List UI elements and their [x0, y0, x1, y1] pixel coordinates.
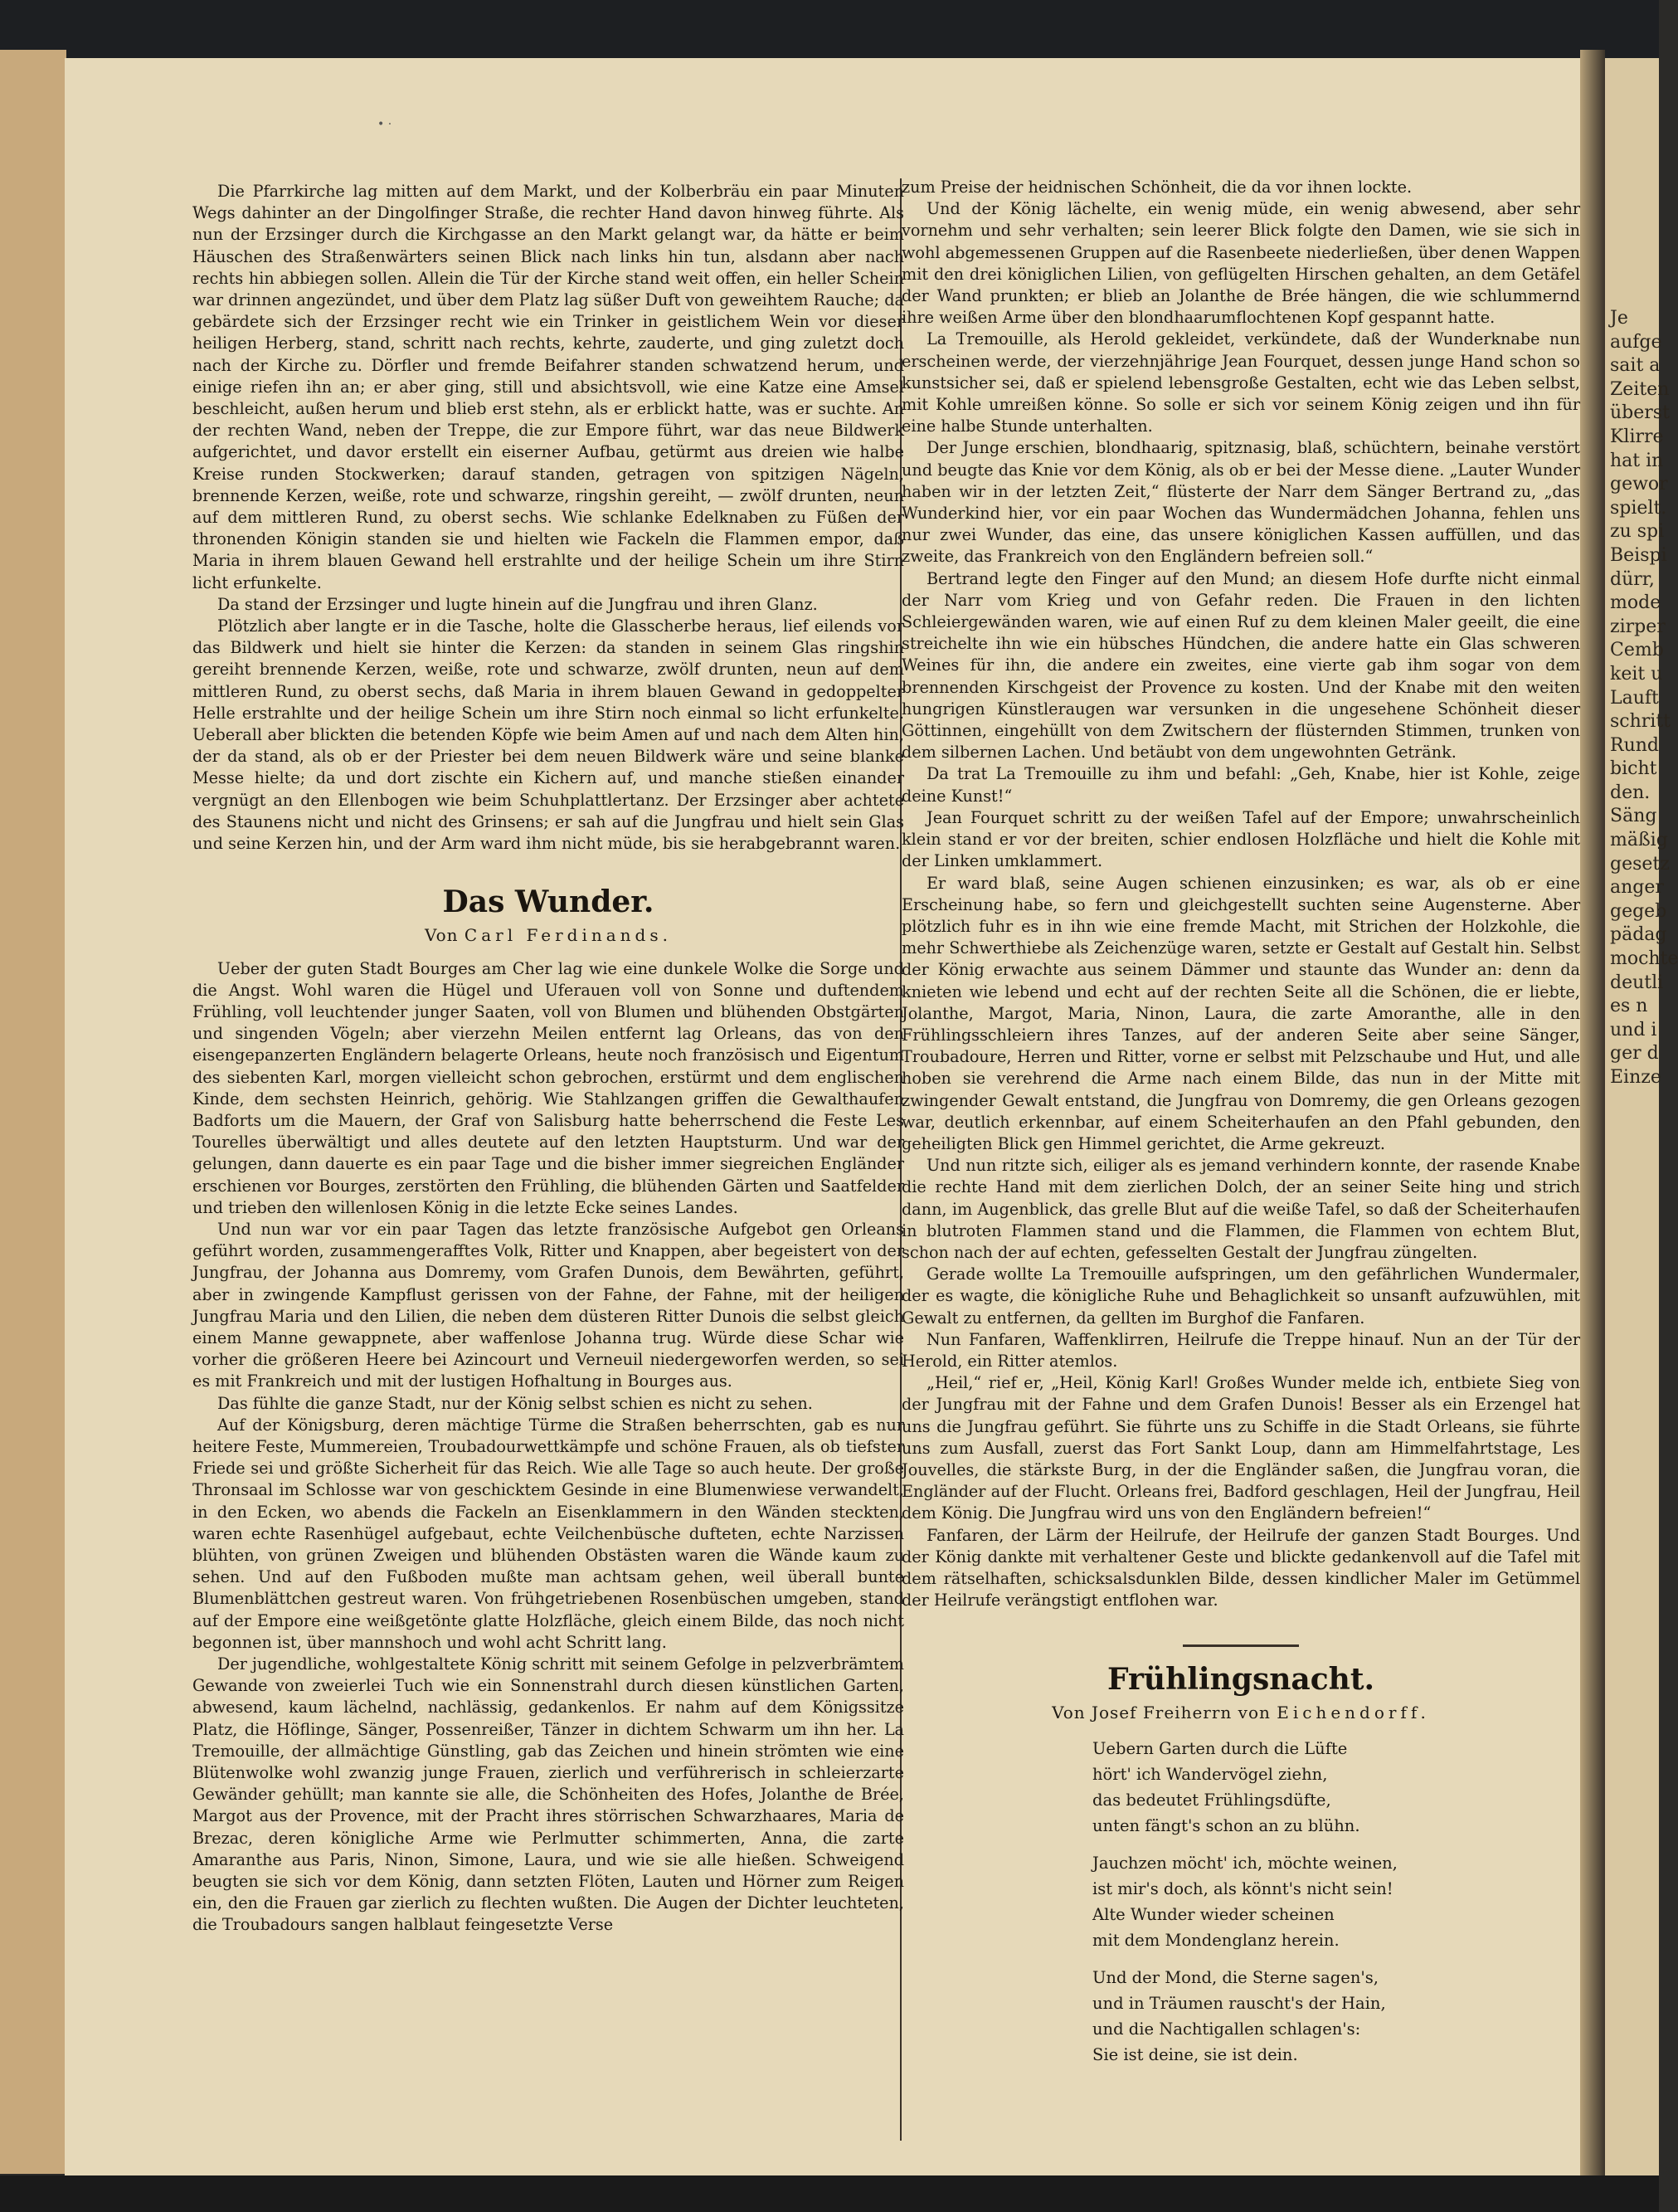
- book-gutter: [1580, 50, 1605, 2182]
- story-paragraph: Auf der Königsburg, deren mächtige Türme die Straßen beherrschten, gab es nur heitere Feste, Mummereien, Troubadourwettkämpfe und schöne Frauen, als ob tiefster Friede sei und größte Sicherheit für das Reich. Wie alle Tage so auch heute. Der große Thronsaal im Schlosse war von geschicktem Gesinde in eine Blumenwiese verwandelt, in den Ecken, wo abends die Fackeln an Eisenklammern in den Wänden steckten, waren echte Rasenhügel aufgebaut, echte Veilchenbüsche dufteten, echte Narzissen blühten, von grünen Zweigen und blühenden Obstästen waren die Wände kaum zu sehen. Und auf den Fußboden mußte man achtsam gehen, weil überall bunte Blumenblättchen gestreut waren. Von frühgetriebenen Rosenbüschen umgeben, stand auf der Empore eine weißgetönte glatte Holzfläche, gleich einem Bilde, das noch nicht begonnen ist, über mannshoch und wohl acht Schritt lang.: [192, 1415, 904, 1652]
- poem-line: das bedeutet Frühlingsdüfte,: [1092, 1790, 1331, 1810]
- story-paragraph: Der jugendliche, wohlgestaltete König schritt mit seinem Gefolge in pelzverbrämtem Gewande von zweierlei Tuch wie ein Sonnenstrahl durch diesen künstlichen Garten, abwesend, kaum lächelnd, nachlässig, gedankenlos. Er nahm auf dem Königssitze Platz, die Höflinge, Sänger, Possenreißer, Tänzer in dichtem Schwarm um ihn her. La Tremouille, der allmächtige Günstling, gab das Zeichen und hinein strömten wie eine Blütenwolke wohl zwanzig junge Frauen, zierlich und verführerisch in schleierzarte Gewänder gehüllt; man kannte sie alle, die Schönheiten des Hofes, Jolanthe de Brée, Margot aus der Provence, mit der Pracht ihres störrischen Schwarzhaares, Maria de Brezac, deren königliche Arme wie Perlmutter schimmerten, Anna, die zarte Amaranthe aus Paris, Ninon, Simone, Laura, und wie sie alle hießen. Schweigend beugten sie sich vor dem König, dann setzten Flöten, Lauten und Hörner zum Reigen ein, den die Frauen gar zierlich zu flechten wußten. Die Augen der Dichter leuchteten, die Troubadours sangen halblaut feingesetzte Verse: [192, 1654, 904, 1935]
- poem-line: und die Nachtigallen schlagen's:: [1092, 2019, 1361, 2039]
- poem-author-prefix: Von Josef Freiherrn von: [1052, 1703, 1271, 1723]
- right-column: [902, 177, 1580, 2079]
- story-paragraph: Bertrand legte den Finger auf den Mund; an diesem Hofe durfte nicht einmal der Narr vom Krieg und von Gefahr reden. Die Frauen in den lichten Schleiergewänden waren, wie auf einen Ruf zu dem kleinen Maler geeilt, die eine streichelte ihn wie ein hübsches Hündchen, die andere hatte ein Glas schweren Weines für ihn, die andere ein zweites, eine vierte gab ihm sogar von dem brennenden Kirschgeist der Provence zu kosten. Und der Knabe mit den weiten hungrigen Künstleraugen war versunken in die ungesehene Schönheit dieser Göttinnen, eingehüllt von dem Zwitschern der flüsternden Stimmen, trunken von dem silbernen Lachen. Und betäubt von dem ungewohnten Getränk.: [902, 568, 1580, 763]
- story-paragraph: Und der König lächelte, ein wenig müde, ein wenig abwesend, aber sehr vornehm und sehr verhalten; sein leerer Blick folgte den Damen, wie sie sich in wohl abgemessenen Gruppen auf die Rasenbeete niederließen, über denen Wappen mit den drei königlichen Lilien, von geflügelten Hirschen gehalten, an dem Getäfel der Wand prunkten; er blieb an Jolanthe de Brée hängen, die wie schlummernd ihre weißen Arme über den blondhaarumflochtenen Kopf gespannt hatte.: [902, 199, 1580, 328]
- scanner-top-bar: [0, 0, 1659, 58]
- story-paragraph: Gerade wollte La Tremouille aufspringen, um den gefährlichen Wundermaler, der es wagte, die königliche Ruhe und Behaglichkeit so unsanft aufzuwühlen, mit Gewalt zu entfernen, da gellten im Burghof die Fanfaren.: [902, 1264, 1580, 1328]
- poem-line: Sie ist deine, sie ist dein.: [1092, 2044, 1298, 2064]
- scanner-bottom-bar: [0, 2175, 1659, 2212]
- story-paragraph: Und nun ritzte sich, eiliger als es jemand verhindern konnte, der rasende Knabe die rechte Hand mit dem zierlichen Dolch, der an seiner Seite hing und strich dann, im Augenblick, das grelle Blut auf die weiße Tafel, so daß der Scheiterhaufen in blutroten Flammen stand und die Flammen, die Flammen von echtem Blut, schon nach der auf echten, gefesselten Gestalt der Jungfrau züngelten.: [902, 1156, 1580, 1262]
- story-paragraph: Fanfaren, der Lärm der Heilrufe, der Heilrufe der ganzen Stadt Bourges. Und der König dankte mit verhaltener Geste und blickte gedankenvoll auf die Tafel mit dem rätselhaften, schicksalsdunklen Bilde, dessen kindlicher Maler im Getümmel der Heilrufe verängstigt entflohen war.: [902, 1525, 1580, 1610]
- left-column: [192, 181, 904, 1937]
- story-paragraph: Jean Fourquet schritt zu der weißen Tafel auf der Empore; unwahrscheinlich klein stand er vor der breiten, schier endlosen Holzfläche und hielt die Kohle mit der Linken umklammert.: [902, 807, 1580, 871]
- poem-line: ist mir's doch, als könnt's nicht sein!: [1092, 1878, 1393, 1898]
- poem-line: Alte Wunder wieder scheinen: [1092, 1904, 1335, 1924]
- poem-stanza: [1092, 1736, 1580, 1839]
- story-author-name: Carl Ferdinands.: [464, 925, 672, 946]
- story-paragraph: Ueber der guten Stadt Bourges am Cher lag wie eine dunkele Wolke die Sorge und die Angst. Wohl waren die Hügel und Uferauen voll von Sonne und duftendem Frühling, voll leuchtender junger Saaten, voll von Blumen und blühenden Obstgärten und singenden Vögeln; aber vierzehn Meilen entfernt lag Orleans, das von den eisengepanzerten Engländern belagerte Orleans, heute noch französisch und Eigentum des siebenten Karl, morgen vielleicht schon gebrochen, erstürmt und dem englischen Kinde, dem sechsten Heinrich, gehörig. Wie Stahlzangen griffen die Gewalthaufen Badforts um die Mauern, der Graf von Salisburg hatte beherrschend die Feste Les Tourelles überwältigt und alles deutete auf den letzten Hauptsturm. Und war der gelungen, dann dauerte es ein paar Tage und die bisher immer siegreichen Engländer erschienen vor Bourges, zerstörten den Frühling, die blühenden Gärten und Saatfelder und trieben den willenlosen König in die letzte Ecke seines Landes.: [192, 958, 904, 1217]
- page-mark: • ·: [377, 118, 392, 131]
- book-left-edge: [0, 50, 66, 2174]
- story-paragraph: Der Junge erschien, blondhaarig, spitznasig, blaß, schüchtern, beinahe verstört und beugte das Knie vor dem König, als ob er bei der Messe diene. „Lauter Wunder haben wir in der letzten Zeit,“ flüsterte der Narr dem Sänger Bertrand zu, „das Wunderkind hier, vor ein paar Wochen das Wundermädchen Johanna, fehlen uns nur zwei Wunder, das eine, das unsere königlichen Kassen auffüllen, und das zweite, das Frankreich von den Engländern befreien soll.“: [902, 438, 1580, 567]
- intro-paragraph: Da stand der Erzsinger und lugte hinein auf die Jungfrau und ihren Glanz.: [217, 594, 818, 614]
- story-paragraph: Und nun war vor ein paar Tagen das letzte französische Aufgebot gen Orleans geführt worden, zusammengerafftes Volk, Ritter und Knappen, aber begeistert von der Jungfrau, der Johanna aus Domremy, vom Grafen Dunois, dem Bewährten, geführt, aber in zwingende Kampflust gerissen von der Fahne, der Fahne, mit der heiligen Jungfrau Maria und den Lilien, die neben dem düsteren Ritter Dunois die selbst gleich einem Manne gewappnete, aber waffenlose Johanna trug. Würde diese Schar wie vorher die größeren Heere bei Azincourt und Verneuil niedergeworfen werden, so sei es mit Frankreich und mit der lustigen Hofhaltung in Bourges aus.: [192, 1219, 904, 1391]
- poem-line: und in Träumen rauscht's der Hain,: [1092, 1993, 1386, 2013]
- poem-byline: [902, 1702, 1580, 1723]
- poem-line: Und der Mond, die Sterne sagen's,: [1092, 1967, 1379, 1987]
- poem-title: Frühlingsnacht.: [1107, 1662, 1374, 1698]
- story-paragraph: Er ward blaß, seine Augen schienen einzusinken; es war, als ob er eine Erscheinung habe, so fern und gleichgestellt suchten seine Augensterne. Aber plötzlich fuhr es in ihn wie eine fremde Macht, mit Strichen der Holzkohle, die mehr Schwerthiebe als Zeichenzüge waren, setzte er Gestalt auf Gestalt hin. Selbst der König erwachte aus seinem Dämmer und staunte das Wunder an: denn da knieten wie lebend und echt auf der rechten Seite all die Schönen, die er liebte, Jolanthe, Margot, Maria, Ninon, Laura, die zarte Amoranthe, alle in den Frühlingsschleiern ihres Tanzes, auf der anderen Seite aber seine Sänger, Troubadoure, Herren und Ritter, vorne er selbst mit Pelzschaube und Hut, und alle hoben sie verehrend die Arme nach einem Bilde, das nun in der Mitte mit zwingender Gewalt entstand, die Jungfrau von Domremy, die gen Orleans gezogen war, deutlich erkennbar, auf einem Scheiterhaufen an den Pfahl gebunden, den geheiligten Blick gen Himmel gerichtet, die Arme gekreuzt.: [902, 873, 1580, 1153]
- poem-line: mit dem Mondenglanz herein.: [1092, 1930, 1340, 1950]
- story-author-prefix: Von: [425, 925, 459, 946]
- poem-author-name: Eichendorff.: [1277, 1703, 1430, 1723]
- next-page-edge: [1605, 58, 1678, 2178]
- poem: [1092, 1736, 1580, 2068]
- poem-stanza: [1092, 1850, 1580, 1953]
- poem-stanza: [1092, 1965, 1580, 2068]
- story-paragraph: „Heil,“ rief er, „Heil, König Karl! Großes Wunder melde ich, entbiete Sieg von der Jungfrau mit der Fahne und dem Grafen Dunois! Besser als ein Erzengel hat uns die Jungfrau geführt. Sie führte uns zu Schiffe in die Stadt Orleans, sie führte uns zum Ausfall, zuerst das Fort Sankt Loup, dann am Himmelfahrtstage, Les Jouvelles, die stärkste Burg, in der die Engländer saßen, die Jungfrau voran, die Engländer auf der Flucht. Orleans frei, Badford geschlagen, Heil der Jungfrau, Heil dem König. Die Jungfrau wird uns von den Engländern befreien!“: [902, 1373, 1580, 1523]
- section-divider: [1183, 1644, 1299, 1647]
- intro-paragraph: Plötzlich aber langte er in die Tasche, holte die Glasscherbe heraus, lief eilends vor das Bildwerk und hielt sie hinter die Kerzen: da standen in seinem Glas ringshin gereiht brennende Kerzen, weiße, rote und schwarze, zwölf drunten, neun auf dem mittleren Rund, zu oberst sechs, daß Maria in ihrem blauen Gewand in gedoppelter Helle erstrahlte und der heilige Schein um ihre Stirn noch einmal so licht erfunkelte. Ueberall aber blickten die betenden Köpfe wie beim Amen auf und nach dem Alten hin, der da stand, als ob er der Priester bei dem neuen Bildwerk wäre und seine blanke Messe hielte; da und dort zischte ein Kichern auf, und manche stießen einander vergnügt an den Ellenbogen wie beim Schuhplattlertanz. Der Erzsinger aber achtete des Staunens nicht und nicht des Grinsens; er sah auf die Jungfrau und hielt sein Glas und seine Kerzen hin, und der Arm ward ihm nicht müde, bis sie herabgebrannt waren.: [192, 616, 904, 854]
- story-paragraph: Das fühlte die ganze Stadt, nur der König selbst schien es nicht zu sehen.: [217, 1393, 813, 1413]
- story-byline: [192, 924, 904, 946]
- story-paragraph: Nun Fanfaren, Waffenklirren, Heilrufe die Treppe hinauf. Nun an der Tür der Herold, ein Ritter atemlos.: [902, 1329, 1580, 1371]
- intro-paragraph: Die Pfarrkirche lag mitten auf dem Markt, und der Kolberbräu ein paar Minuten Wegs dahinter an der Dingolfinger Straße, die rechter Hand davon hinweg führte. Als nun der Erzsinger durch die Kirchgasse an den Markt gelangt war, da hätte er beim Häuschen des Straßenwärters seinen Blick nach links hin tun, alsdann aber nach rechts hin abbiegen sollen. Allein die Tür der Kirche stand weit offen, ein heller Schein war drinnen angezündet, und über dem Platz lag süßer Duft von geweihtem Rauche; da gebärdete sich der Erzsinger recht wie ein Trinker in geistlichem Wein vor dieser heiligen Herberg, stand, schritt nach rechts, kehrte, zauderte, und ging zuletzt doch nach der Kirche zu. Dörfler und fremde Beifahrer standen schwatzend herum, und einige riefen ihn an; er aber ging, still und absichtsvoll, wie eine Katze eine Amsel beschleicht, außen herum und blieb erst stehn, als er erblickt hatte, was er suchte. An der rechten Wand, neben der Treppe, die zur Empore führt, war das neue Bildwerk aufgerichtet, und davor erstellt ein eiserner Aufbau, getürmt aus dreien wie halbe Kreise runden Stockwerken; darauf standen, getragen von spitzigen Nägeln, brennende Kerzen, weiße, rote und schwarze, ringshin gereiht, — zwölf drunten, neun auf dem mittleren Rund, zu oberst sechs. Wie schlanke Edelknaben zu Füßen der thronenden Königin standen sie und hielten wie Fackeln die Flammen empor, daß Maria in ihrem blauen Gewand hell erstrahlte und der heilige Schein um ihre Stirn licht erfunkelte.: [192, 182, 904, 592]
- next-page-fragment: Je aufge sait a Zeiten überst Klirre hat in gewor spielt. zu spi Beispi dürr, mode zirper Cemb keit u Lauft schritt Rund bicht den. Säng mäßig gesetz anger gegeb pädag mochte deutli es n und i ger d Einze: [1610, 308, 1678, 1088]
- poem-line: unten fängt's schon an zu blühn.: [1092, 1815, 1360, 1835]
- poem-line: hört' ich Wandervögel ziehn,: [1092, 1764, 1328, 1784]
- poem-line: Jauchzen möcht' ich, möchte weinen,: [1092, 1853, 1398, 1873]
- story-paragraph: Da trat La Tremouille zu ihm und befahl: „Geh, Knabe, hier ist Kohle, zeige deine Kunst!“: [902, 764, 1580, 806]
- story-continuation: zum Preise der heidnischen Schönheit, die da vor ihnen lockte.: [902, 178, 1413, 197]
- story-paragraph: La Tremouille, als Herold gekleidet, verkündete, daß der Wunderknabe nun erscheinen werde, der vierzehnjährige Jean Fourquet, dessen junge Hand schon so kunstsicher sei, daß er spielend lebensgroße Gestalten, echt wie das Leben selbst, mit Kohle umreißen könne. So solle er sich vor seinem König zeigen und ihn für eine halbe Stunde unterhalten.: [902, 329, 1580, 436]
- story-title: Das Wunder.: [442, 884, 654, 920]
- poem-line: Uebern Garten durch die Lüfte: [1092, 1738, 1348, 1758]
